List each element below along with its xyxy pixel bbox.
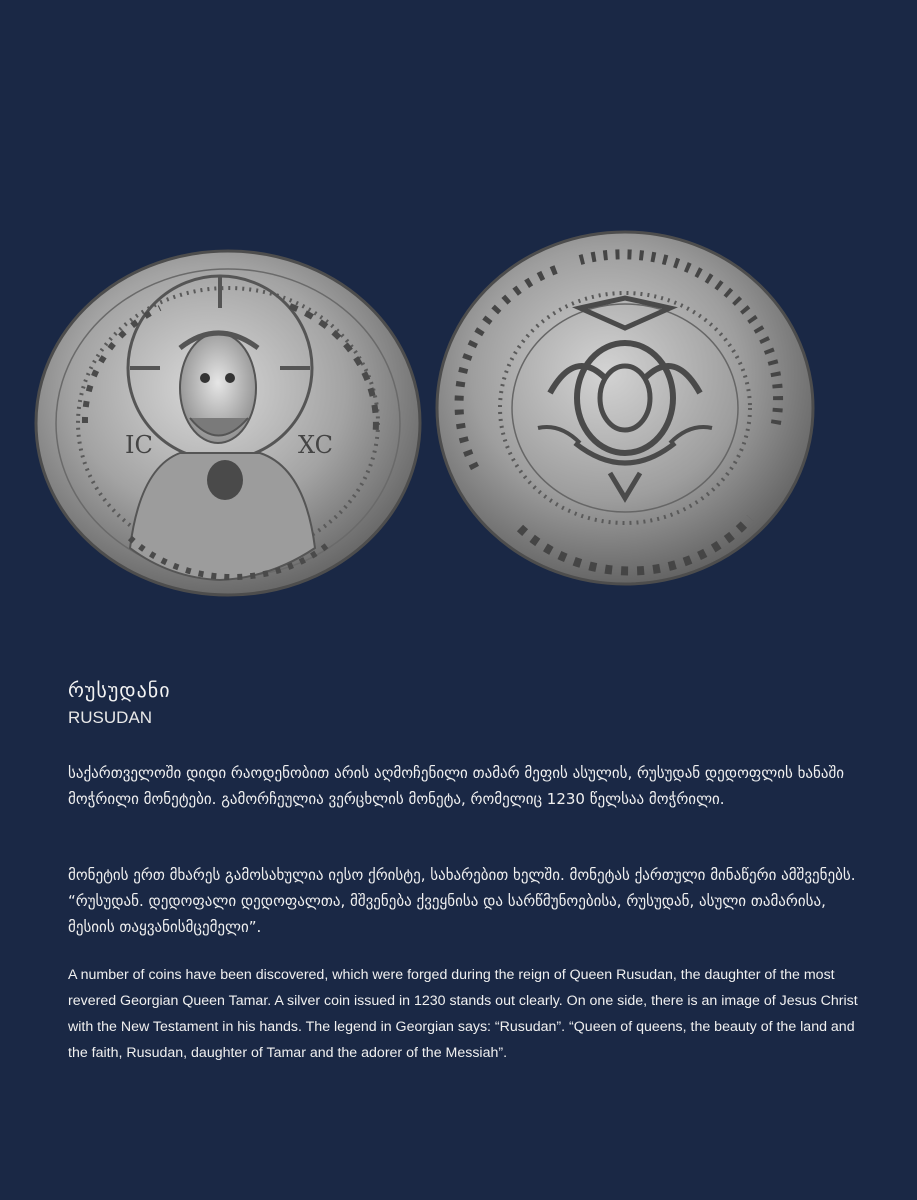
coin-reverse-monogram-icon [430,228,820,588]
svg-text:XC: XC [298,431,334,459]
title-georgian: რუსუდანი [68,678,171,702]
coin-images [30,228,820,608]
title-english: RUSUDAN [68,708,153,727]
paragraph-georgian-1: საქართველოში დიდი რაოდენობით არის აღმოჩენილი თამარ მეფის ასულის, რუსუდან დედოფლის ხანაში მოჭრილი მონეტები. გამორჩეულია ვერცხლის მონეტა, რომელიც 1230 წელსაა მოჭრილი. [68,764,845,808]
svg-text:IC: IC [125,431,153,459]
paragraph-english: A number of coins have been discovered, which were forged during the reign of Queen Rusudan, the daughter of the most revered Georgian Queen Tamar. A silver coin issued in 1230 stands out clearly. On one side, there is an image of Jesus Christ with the New Testament in his hands. The legend in Georgian says: “Rusudan”. “Queen of queens, the beauty of the land and the faith, Rusudan, daughter of Tamar and the adorer of the Messiah”. [68,967,858,1061]
coin-obverse-christ-icon [30,248,425,598]
paragraph-georgian-2: მონეტის ერთ მხარეს გამოსახულია იესო ქრისტე, სახარებით ხელში. მონეტას ქართული მინაწერი ამშვენებს. “რუსუდან. დედოფალი დედოფალთა, მშვენება ქვეყნისა და სარწმუნოებისა, რუსუდან, ასული თამარისა, მესიის თაყვანისმცემელი”. [68,866,856,936]
